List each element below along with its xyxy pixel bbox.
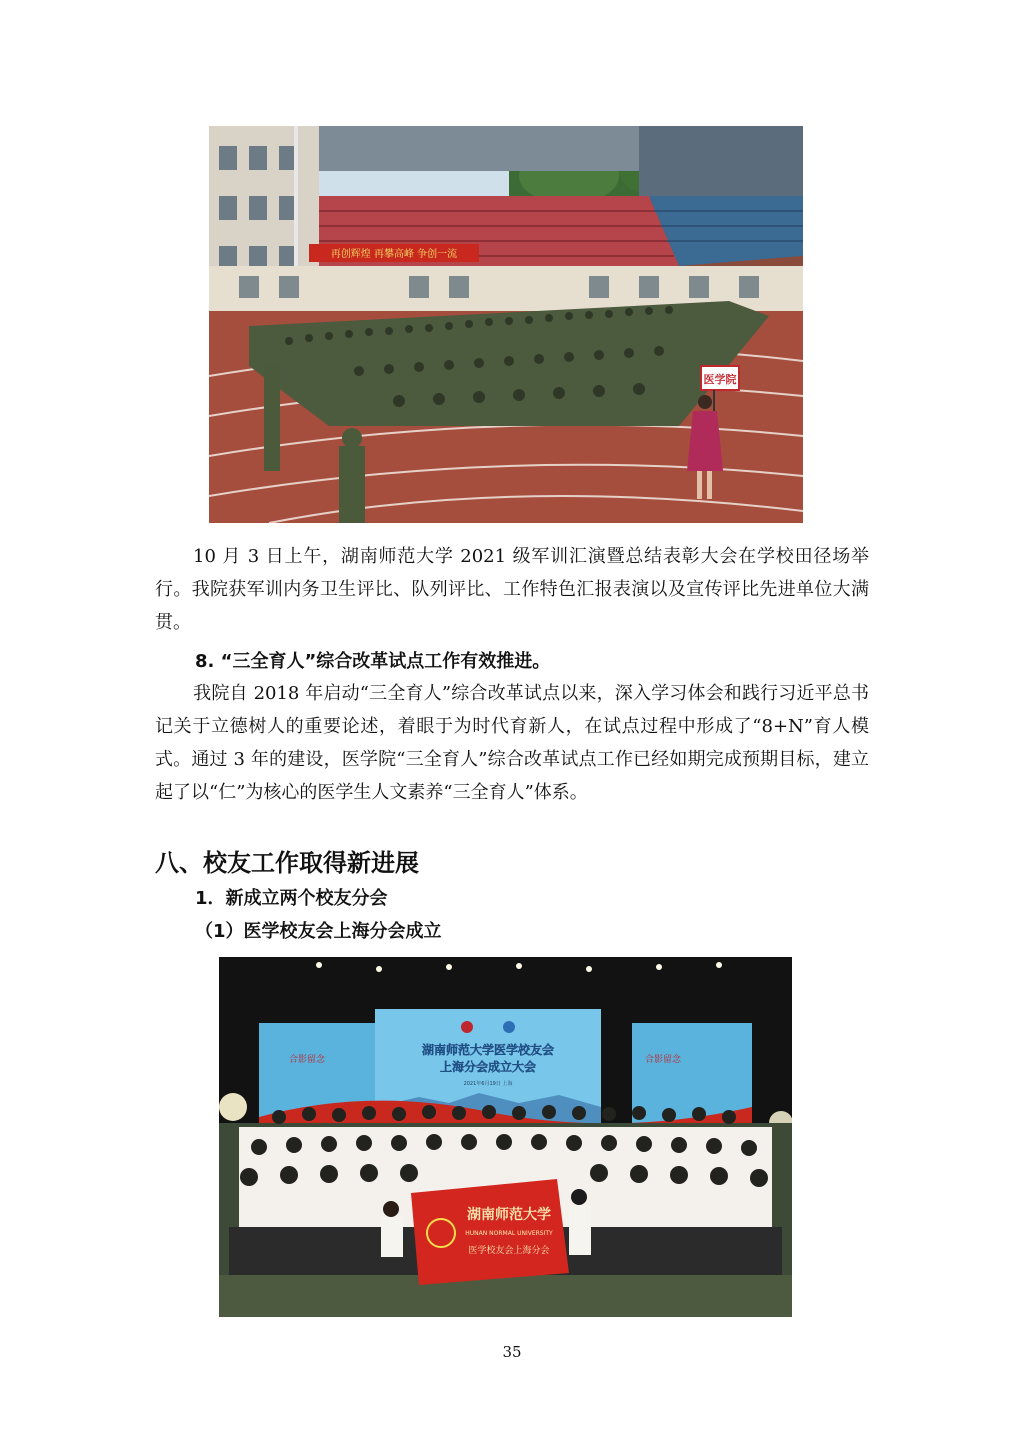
flag-text-main: 湖南师范大学 [467,1207,551,1223]
alumni-group-illustration [219,957,792,1317]
paragraph-military-training: 10 月 3 日上午，湖南师范大学 2021 级军训汇演暨总结表彰大会在学校田径场举行。我院获军训内务卫生评比、队列评比、工作特色汇报表演以及宣传评比先进单位大满贯。 [155,546,869,633]
side-label-right: 合影留念 [645,1055,682,1065]
screen-date: 2021年6月19日 上海 [463,1081,513,1087]
alumni-group-photo [219,957,792,1317]
heading-item-8: 8. “三全育人”综合改革试点工作有效推进。 [195,651,551,672]
banner-text: 再创辉煌 再攀高峰 争创一流 [330,249,458,260]
military-parade-illustration [209,126,803,523]
screen-title-line1: 湖南师范大学医学校友会 [421,1043,555,1057]
section-heading-alumni: 八、校友工作取得新进展 [155,849,419,877]
flag-text-sub: 医学校友会上海分会 [468,1246,550,1256]
sub-heading-shanghai-branch: （1）医学校友会上海分会成立 [195,921,442,942]
flag-text-en: HUNAN NORMAL UNIVERSITY [465,1230,553,1237]
page-number: 35 [502,1343,522,1361]
military-parade-photo [209,126,803,523]
screen-title-line2: 上海分会成立大会 [439,1060,537,1074]
sub-heading-new-branches: 1．新成立两个校友分会 [195,888,388,909]
sign-text: 医学院 [703,373,737,386]
paragraph-three-wide-education: 我院自 2018 年启动“三全育人”综合改革试点以来，深入学习体会和践行习近平总书记关于立德树人的重要论述，着眼于为时代育新人，在试点过程中形成了“8+N”育人模式。通过 3 年的建设，医学院“三全育人”综合改革试点工作已经如期完成预期目标，建立起了以“仁”为核心的医学生人文素养“三全育人”体系。 [155,683,869,803]
side-label-left: 合影留念 [289,1055,326,1065]
